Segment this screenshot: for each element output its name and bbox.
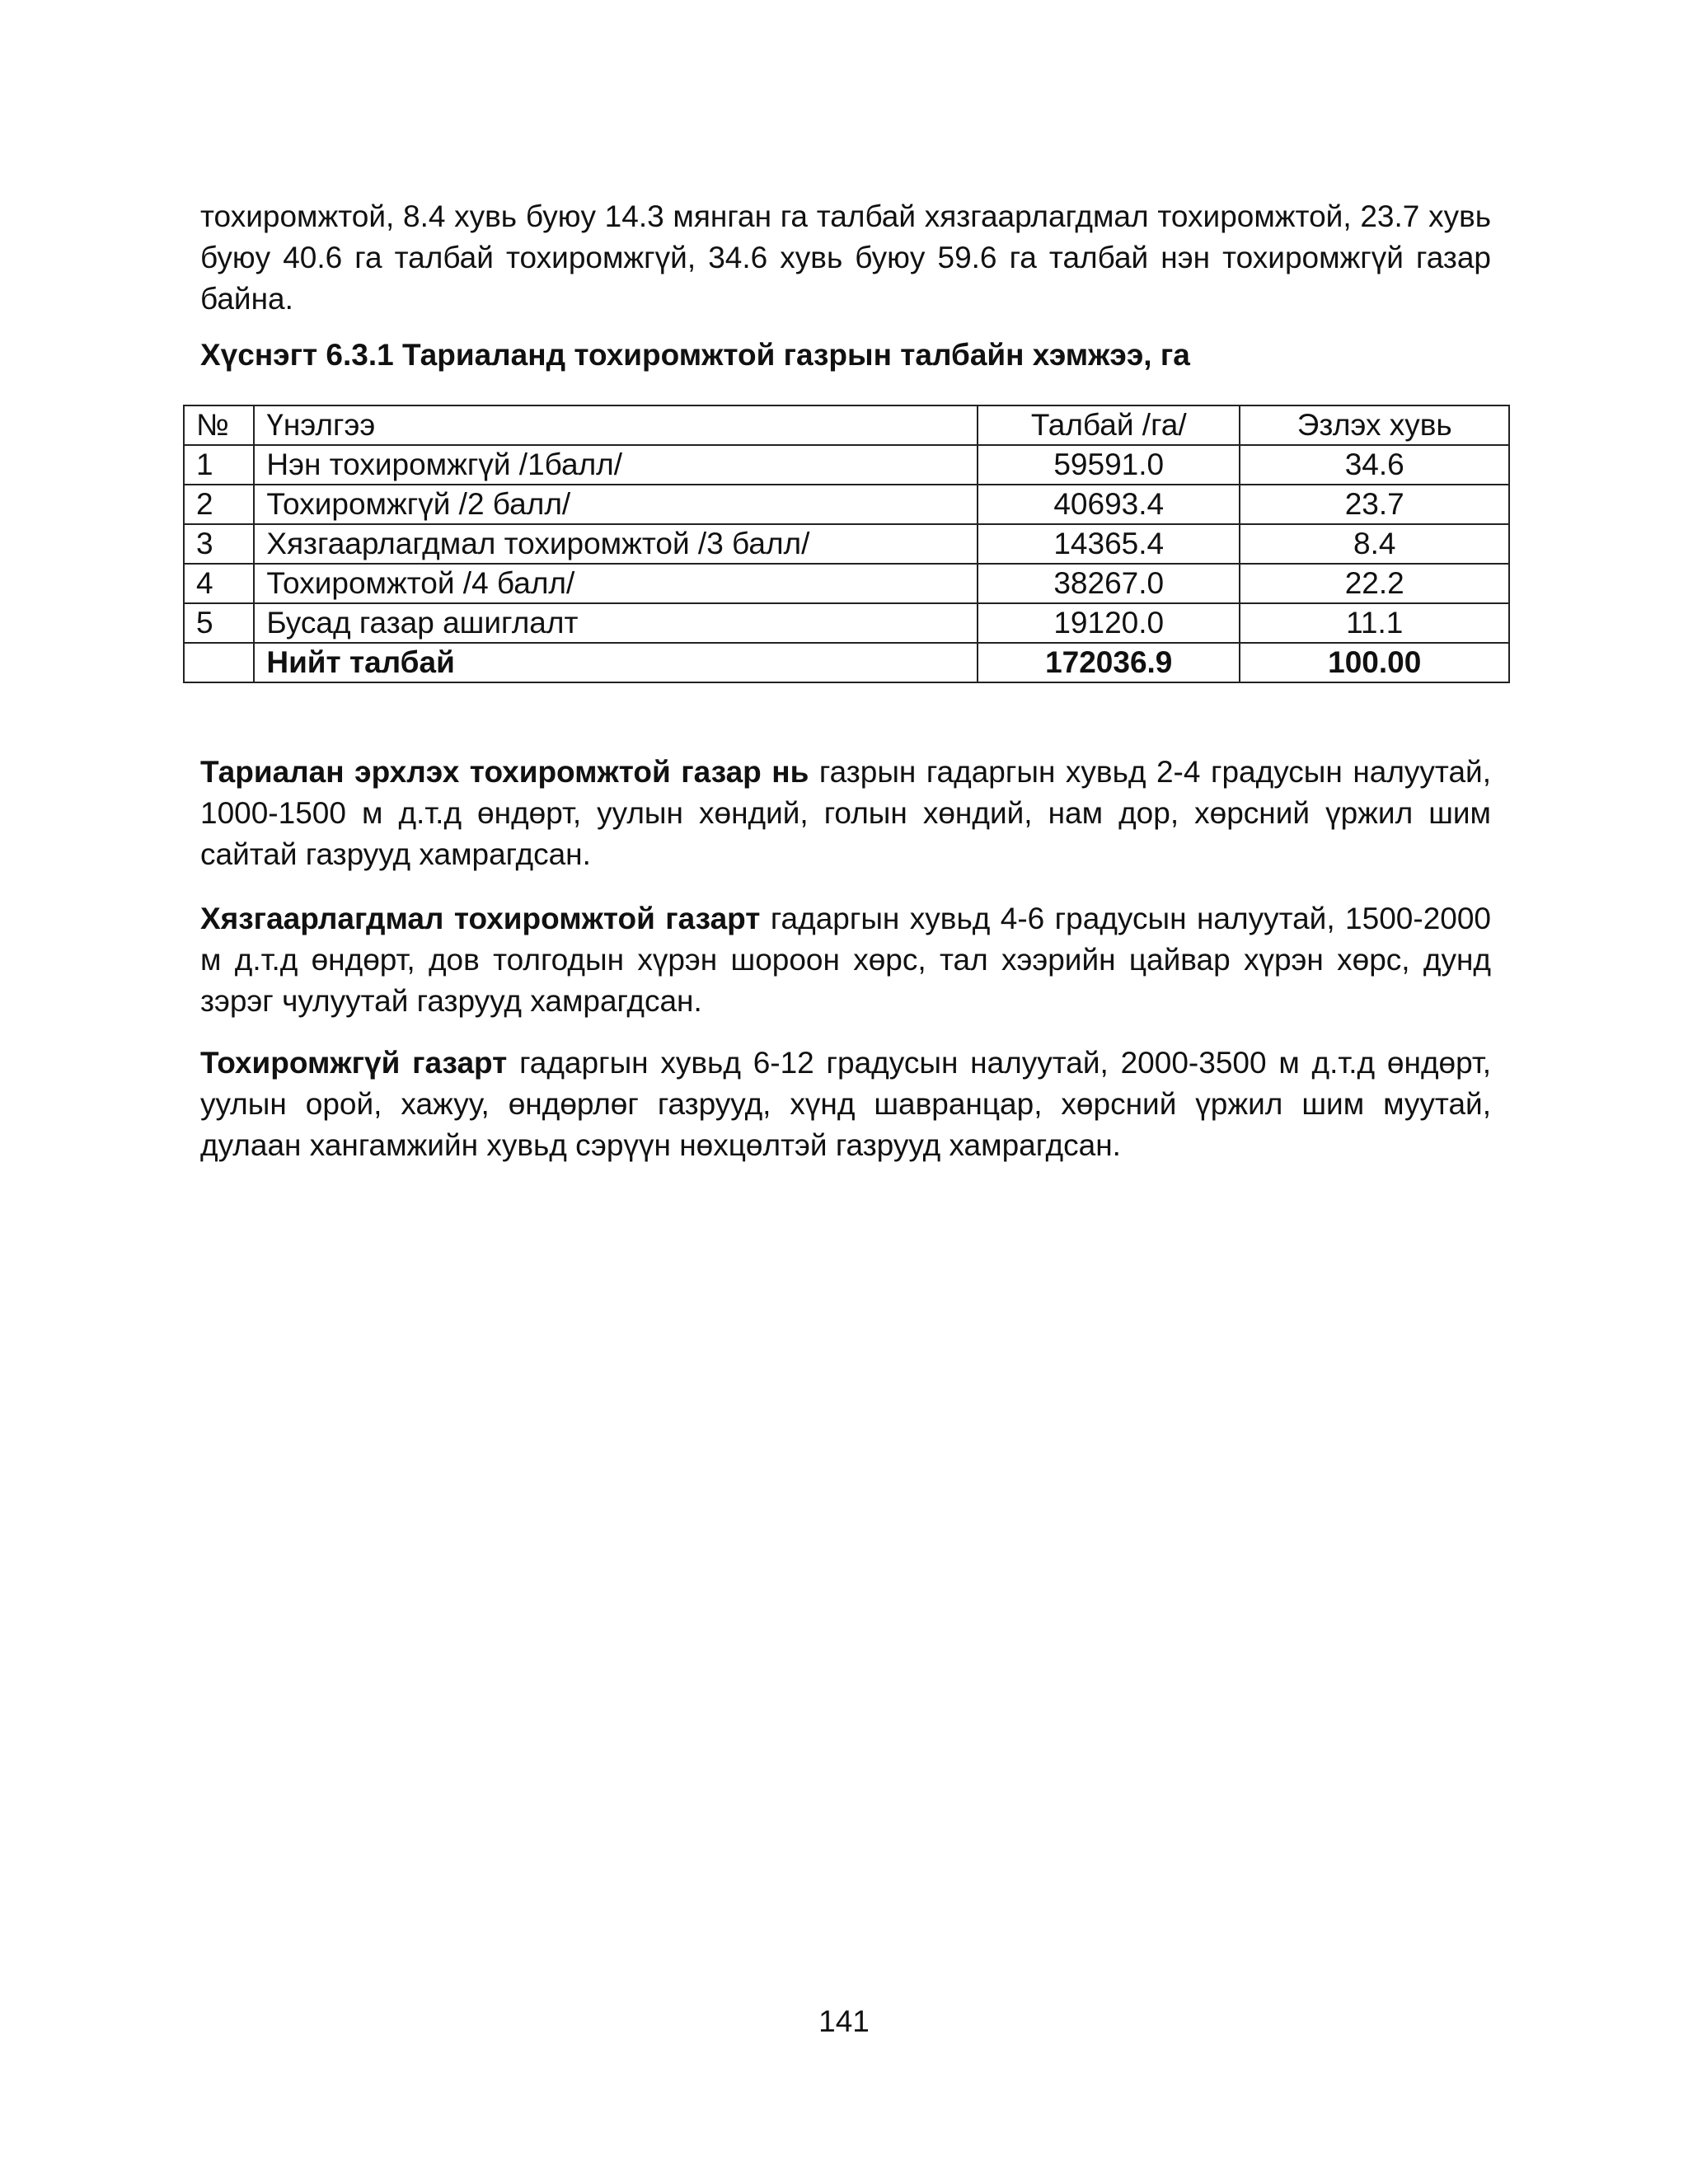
cell-share: 23.7 xyxy=(1240,485,1509,524)
table-row xyxy=(184,445,1509,485)
cell-assessment: Тохиромжтой /4 балл/ xyxy=(254,564,978,603)
intro-paragraph: тохиромжтой, 8.4 хувь буюу 14.3 мянган га талбай хязгаарлагдмал тохиромжтой, 23.7 хувь буюу 40.6 га талбай тохиромжгүй, 34.6 хувь буюу 59.6 га талбай нэн тохиромжгүй газар байна. xyxy=(200,199,1491,316)
cell-assessment: Нэн тохиромжгүй /1балл/ xyxy=(254,445,978,485)
total-area: 172036.9 xyxy=(978,643,1240,682)
header-area: Талбай /га/ xyxy=(978,405,1240,445)
total-label: Нийт талбай xyxy=(254,643,978,682)
table-row xyxy=(184,603,1509,643)
table-header-row xyxy=(184,405,1509,445)
paragraph-lead: Тохиромжгүй газарт xyxy=(200,1046,508,1080)
cell-number: 3 xyxy=(184,524,254,564)
cell-share: 22.2 xyxy=(1240,564,1509,603)
cell-area: 59591.0 xyxy=(978,445,1240,485)
page-number: 141 xyxy=(818,2004,870,2038)
table-row xyxy=(184,524,1509,564)
header-share: Эзлэх хувь xyxy=(1240,405,1509,445)
cell-assessment: Бусад газар ашиглалт xyxy=(254,603,978,643)
table-caption: Хүснэгт 6.3.1 Тариаланд тохиромжтой газрын талбайн хэмжээ, га xyxy=(200,338,1190,372)
paragraph-lead: Хязгаарлагдмал тохиромжтой газарт xyxy=(200,902,761,935)
table-total-row xyxy=(184,643,1509,682)
paragraph-unsuitable xyxy=(200,1043,1491,1166)
total-share: 100.00 xyxy=(1240,643,1509,682)
cell-area: 14365.4 xyxy=(978,524,1240,564)
paragraph-lead: Тариалан эрхлэх тохиромжтой газар нь xyxy=(200,755,809,789)
header-assessment: Үнэлгээ xyxy=(254,405,978,445)
header-number: № xyxy=(184,405,254,445)
cell-number: 2 xyxy=(184,485,254,524)
cell-assessment: Хязгаарлагдмал тохиромжтой /3 балл/ xyxy=(254,524,978,564)
table-row xyxy=(184,564,1509,603)
cell-share: 11.1 xyxy=(1240,603,1509,643)
cell-number: 4 xyxy=(184,564,254,603)
cell-area: 19120.0 xyxy=(978,603,1240,643)
paragraph-body: газрын гадаргын хувьд 2-4 градусын налуутай, 1000-1500 м д.т.д өндөрт, уулын хөндий, голын хөндий, нам дор, хөрсний үржил шим сайтай газрууд хамрагдсан. xyxy=(200,755,1491,871)
paragraph-limited xyxy=(200,898,1491,1022)
total-number xyxy=(184,643,254,682)
paragraph-body: гадаргын хувьд 4-6 градусын налуутай, 1500-2000 м д.т.д өндөрт, дов толгодын хүрэн шороон хөрс, тал хээрийн цайвар хүрэн хөрс, дунд зэрэг чулуутай газрууд хамрагдсан. xyxy=(200,902,1491,1018)
cell-number: 5 xyxy=(184,603,254,643)
cell-share: 34.6 xyxy=(1240,445,1509,485)
cell-share: 8.4 xyxy=(1240,524,1509,564)
cell-area: 38267.0 xyxy=(978,564,1240,603)
cell-area: 40693.4 xyxy=(978,485,1240,524)
cell-assessment: Тохиромжгүй /2 балл/ xyxy=(254,485,978,524)
land-suitability-table xyxy=(183,405,1510,683)
table-row xyxy=(184,485,1509,524)
paragraph-suitable xyxy=(200,752,1491,875)
cell-number: 1 xyxy=(184,445,254,485)
paragraph-body: гадаргын хувьд 6-12 градусын налуутай, 2000-3500 м д.т.д өндөрт, уулын орой, хажуу, өндөрлөг газрууд, хүнд шавранцар, хөрсний үржил шим муутай, дулаан хангамжийн хувьд сэрүүн нөхцөлтэй газрууд хамрагдсан. xyxy=(200,1046,1491,1162)
